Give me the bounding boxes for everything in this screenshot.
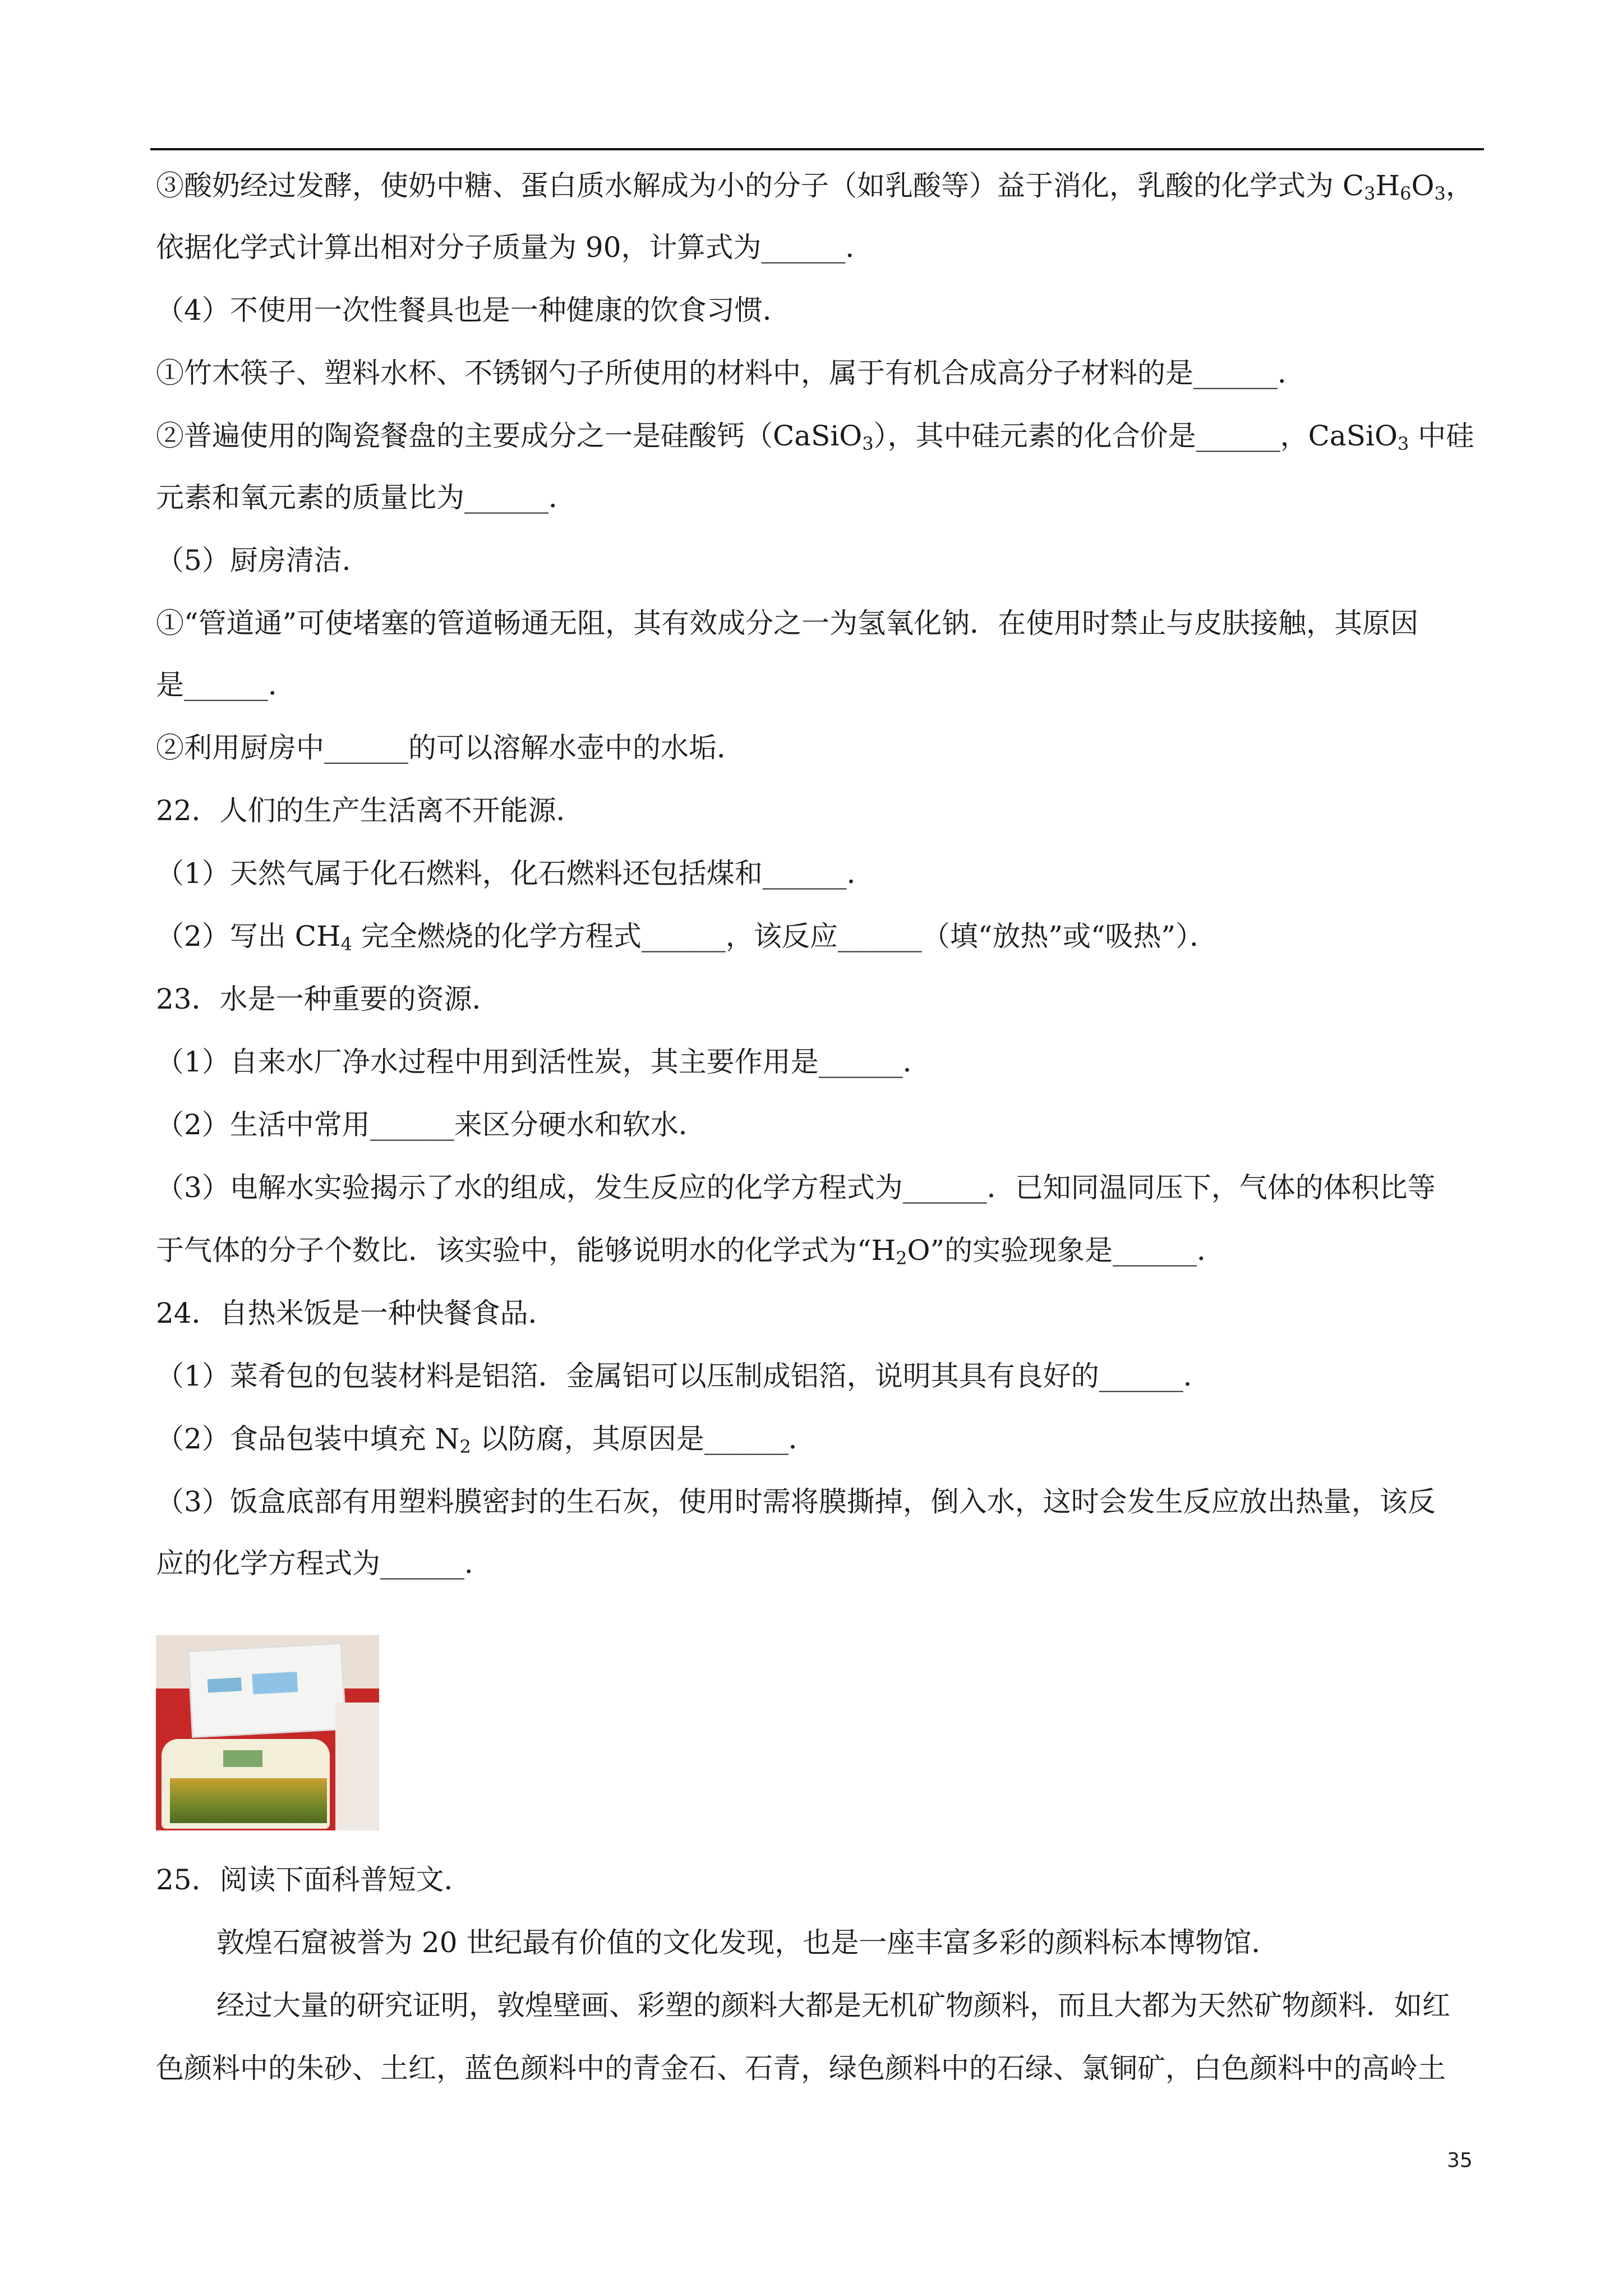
text-line: （2）食品包装中填充 $N_2$ 以防腐，其原因是______． <box>156 1423 817 1457</box>
question-24-heading: 24．自热米饭是一种快餐食品． <box>156 1297 556 1329</box>
question-21-part-5: （5）厨房清洁． <box>156 544 370 577</box>
text-line: （2）写出 $CH_4$ 完全燃烧的化学方程式______，该反应______（填“放热”或“吸热”）． <box>156 920 1218 955</box>
text-line: （3）饭盒底部有用塑料膜密封的生石灰，使用时需将膜撕掉，倒入水，这时会发生反应放出热量，该反 <box>156 1485 1436 1518</box>
text-line: （2）生活中常用______来区分硬水和软水． <box>156 1108 707 1141</box>
question-23-heading: 23．水是一种重要的资源． <box>156 983 500 1015</box>
header-rule <box>150 148 1484 150</box>
text-line: 于气体的分子个数比．该实验中，能够说明水的化学式为“$H_2O$”的实验现象是______． <box>156 1234 1225 1269</box>
question-25-heading: 25．阅读下面科普短文． <box>156 1864 472 1896</box>
paragraph-line: 经过大量的研究证明，敦煌壁画、彩塑的颜料大都是无机矿物颜料，而且大都为天然矿物颜料．如红 <box>216 1989 1450 2022</box>
page-number: 35 <box>1447 2149 1473 2172</box>
text-line: ①竹木筷子、塑料水杯、不锈钢勺子所使用的材料中，属于有机合成高分子材料的是______． <box>156 357 1306 389</box>
question-21-part-4: （4）不使用一次性餐具也是一种健康的饮食习惯． <box>156 294 791 326</box>
text-line: ③酸奶经过发酵，使奶中糖、蛋白质水解成为小的分子（如乳酸等）益于消化，乳酸的化学式为 $C_3H_6O_3$， <box>156 169 1474 204</box>
text-line: ②利用厨房中______的可以溶解水壶中的水垢． <box>156 731 745 764</box>
self-heating-rice-photo <box>156 1635 379 1830</box>
text-line: ①“管道通”可使堵塞的管道畅通无阻，其有效成分之一为氢氧化钠．在使用时禁止与皮肤接触，其原因 <box>156 607 1419 639</box>
text-line: 依据化学式计算出相对分子质量为 90，计算式为______． <box>156 231 874 264</box>
text-line: 是______． <box>156 669 296 701</box>
text-line: （1）天然气属于化石燃料，化石燃料还包括煤和______． <box>156 857 875 890</box>
text-line: （1）菜肴包的包装材料是铝箔．金属铝可以压制成铝箔，说明其具有良好的______． <box>156 1360 1211 1392</box>
text-line: 元素和氧元素的质量比为______． <box>156 481 577 514</box>
paragraph-line: 色颜料中的朱砂、土红，蓝色颜料中的青金石、石青，绿色颜料中的石绿、氯铜矿，白色颜料中的高岭土 <box>156 2052 1446 2085</box>
paragraph-line: 敦煌石窟被誉为 20 世纪最有价值的文化发现，也是一座丰富多彩的颜料标本博物馆． <box>216 1926 1280 1959</box>
text-line: 应的化学方程式为______． <box>156 1547 492 1580</box>
text-line: （1）自来水厂净水过程中用到活性炭，其主要作用是______． <box>156 1046 931 1078</box>
text-line: （3）电解水实验揭示了水的组成，发生反应的化学方程式为______．已知同温同压下，气体的体积比等 <box>156 1171 1436 1204</box>
question-22-heading: 22．人们的生产生活离不开能源． <box>156 794 584 827</box>
text-line: ②普遍使用的陶瓷餐盘的主要成分之一是硅酸钙（CaSiO$_3$），其中硅元素的化合价是______，CaSiO$_3$ 中硅 <box>156 420 1474 454</box>
